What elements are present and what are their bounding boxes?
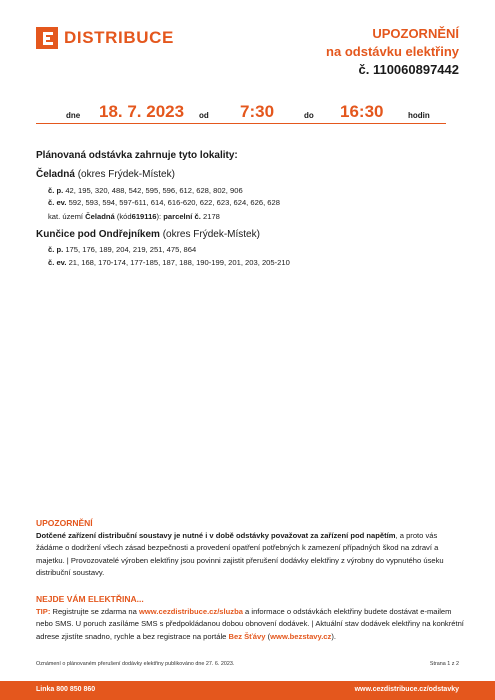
location-name (36, 229, 260, 240)
logo-text: DISTRIBUCE (64, 28, 174, 47)
location-ce-line (48, 258, 290, 267)
outages-website-link[interactable]: www.cezdistribuce.cz/odstavky (354, 686, 459, 693)
cadastre-code: 619116 (131, 212, 157, 221)
location-district: (okres Frýdek-Místek) (77, 169, 175, 180)
parcel-value: 2178 (203, 212, 220, 221)
tip-label: TIP: (36, 607, 51, 616)
tip-text-1: Registrujte se zdarma na (50, 607, 139, 616)
page-number: Strana 1 z 2 (429, 661, 459, 667)
no-power-text (36, 606, 464, 643)
warning-bold-text: Dotčené zařízení distribuční soustavy je nutné i v době odstávky považovat za zařízení pod napětím (36, 531, 396, 540)
warning-text (36, 530, 464, 580)
location-town: Kunčice pod Ondřejníkem (36, 229, 160, 240)
cp-label: č. p. (48, 245, 64, 254)
outage-date-row (36, 100, 446, 124)
hotline-number[interactable]: Linka 800 850 860 (36, 686, 96, 693)
cp-label: č. p. (48, 186, 64, 195)
hours-label: hodin (408, 111, 430, 120)
ce-label: č. ev. (48, 258, 67, 267)
ce-values: 21, 168, 170-174, 177-185, 187, 188, 190-199, 201, 203, 205-210 (68, 258, 290, 267)
cadastre-name: Čeladná (85, 212, 115, 221)
cadastre-code-suffix: ): (156, 212, 162, 221)
time-to: 16:30 (340, 102, 384, 121)
notice-title (326, 25, 459, 79)
location-name (36, 169, 175, 180)
warning-rest-text: , a proto vás žádáme o dodržení všech zásad bezpečnosti a provedení opatření potřebných k zamezení případných škod na zdraví a majetku. | Provozovatelé výroben elektřiny jsou povinni zajistit přerušení dodávky elektřiny z výrobny do vypnutého úseku distribuční soustavy. (36, 531, 444, 578)
date-label: dne (66, 111, 81, 120)
parcel-label: parcelní č. (163, 212, 201, 221)
location-district: (okres Frýdek-Místek) (162, 229, 260, 240)
cp-values: 42, 195, 320, 488, 542, 595, 596, 612, 628, 802, 906 (65, 186, 243, 195)
cez-logo (36, 27, 174, 49)
cadastre-code-prefix: (kód (116, 212, 132, 221)
location-cp-line (48, 186, 243, 195)
notice-title-line1: UPOZORNĚNÍ (372, 26, 459, 41)
time-to-label: do (304, 111, 314, 120)
bez-stavy-link[interactable]: Bez Šťávy (228, 631, 266, 641)
warning-heading: UPOZORNĚNÍ (36, 518, 93, 528)
bezstavy-url-link[interactable]: www.bezstavy.cz (270, 631, 332, 641)
cez-logo-icon (36, 27, 58, 49)
time-from: 7:30 (240, 102, 275, 121)
tip-text-3: ( (265, 631, 271, 641)
location-cadastre-line (48, 212, 220, 221)
cp-values: 175, 176, 189, 204, 219, 251, 475, 864 (65, 245, 197, 254)
location-town: Čeladná (36, 169, 75, 180)
location-ce-line (48, 198, 280, 207)
notice-number: č. 110060897442 (358, 62, 459, 77)
ce-label: č. ev. (48, 198, 67, 207)
registration-link[interactable]: www.cezdistribuce.cz/sluzba (138, 607, 243, 616)
outage-date: 18. 7. 2023 (99, 102, 185, 121)
tip-text-2: a informace o odstávkách elektřiny budete dostávat e-mailem nebo SMS. U poruch zasíláme SMS s předpokládanou dobou obnovení dodávek. | Aktuální stav dodávek elektřiny na konkrétní adrese zjistíte snadno, rychle a bez registrace na portále (36, 607, 464, 641)
no-power-heading: NEJDE VÁM ELEKTŘINA... (36, 594, 144, 604)
footer-bar (0, 681, 495, 700)
cadastre-prefix: kat. území (48, 212, 84, 221)
time-from-label: od (199, 111, 209, 120)
notice-title-line2: na odstávku elektřiny (326, 44, 459, 59)
locations-intro: Plánovaná odstávka zahrnuje tyto lokality: (36, 150, 238, 161)
location-cp-line (48, 245, 196, 254)
ce-values: 592, 593, 594, 597-611, 614, 616-620, 622, 623, 624, 626, 628 (68, 198, 280, 207)
publication-note: Oznámení o plánovaném přerušení dodávky elektřiny publikováno dne 27. 6. 2023. (36, 661, 235, 667)
tip-text-4: ). (331, 631, 336, 641)
